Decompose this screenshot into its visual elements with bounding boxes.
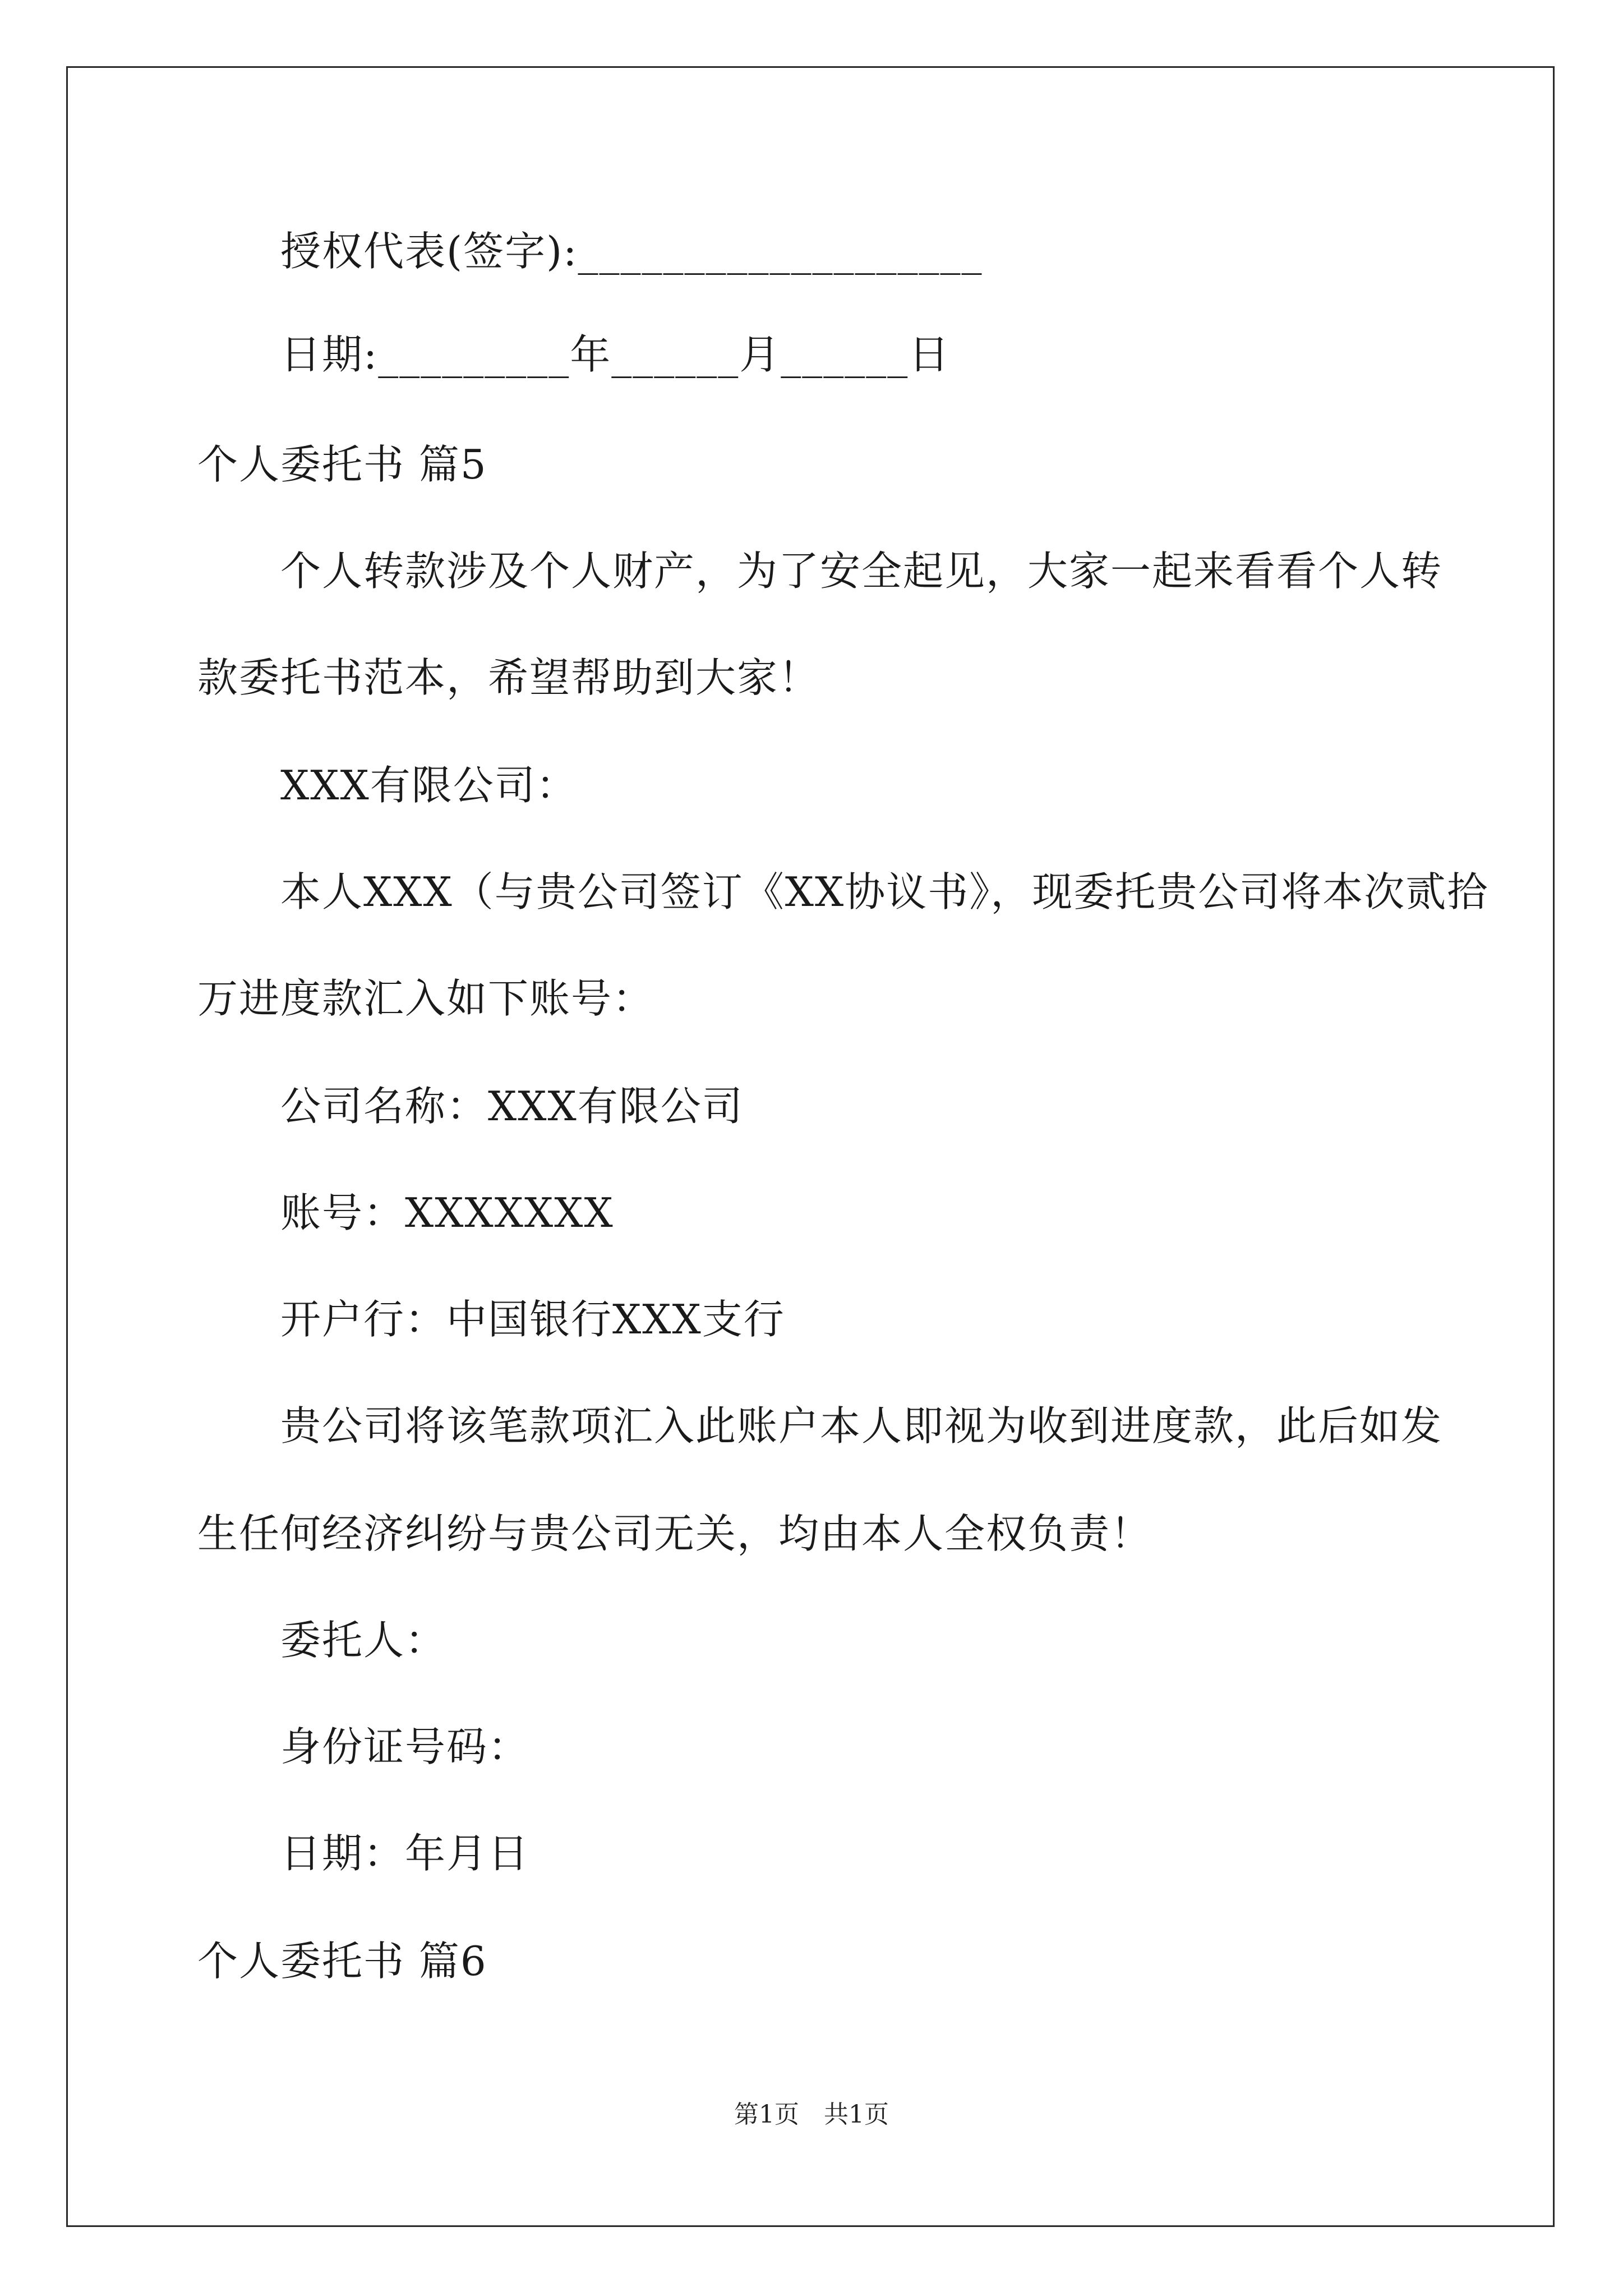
account-number-line: 账号：XXXXXXX [280, 1189, 614, 1236]
addressee-line: XXX有限公司： [280, 762, 578, 809]
company-name-line: 公司名称：XXX有限公司 [280, 1083, 744, 1130]
paragraph-liability-line-1: 贵公司将该笔款项汇入此账户本人即视为收到进度款，此后如发 [280, 1402, 1443, 1450]
section-heading-5: 个人委托书 篇5 [197, 441, 487, 488]
principal-line: 委托人： [280, 1617, 447, 1664]
paragraph-liability-line-2: 生任何经济纠纷与贵公司无关，均由本人全权负责！ [197, 1510, 1152, 1557]
id-number-line: 身份证号码： [280, 1723, 530, 1770]
page-footer: 第1页 共1页 [734, 2100, 889, 2129]
page-border [66, 66, 1555, 2227]
paragraph-intro-line-1: 个人转款涉及个人财产，为了安全起见，大家一起来看看个人转 [280, 547, 1443, 595]
date-line: 日期:_________年______月______日 [280, 331, 951, 378]
paragraph-body-line-1: 本人XXX（与贵公司签订《XX协议书》，现委托贵公司将本次贰拾 [280, 868, 1489, 915]
bank-branch-line: 开户行：中国银行XXX支行 [280, 1296, 785, 1343]
signature-line: 授权代表(签字):___________________ [280, 228, 983, 275]
paragraph-intro-line-2: 款委托书范本，希望帮助到大家！ [197, 654, 820, 701]
paragraph-body-line-2: 万进度款汇入如下账号： [197, 975, 654, 1022]
date-line-2: 日期：年月日 [280, 1830, 530, 1877]
section-heading-6: 个人委托书 篇6 [197, 1938, 487, 1985]
